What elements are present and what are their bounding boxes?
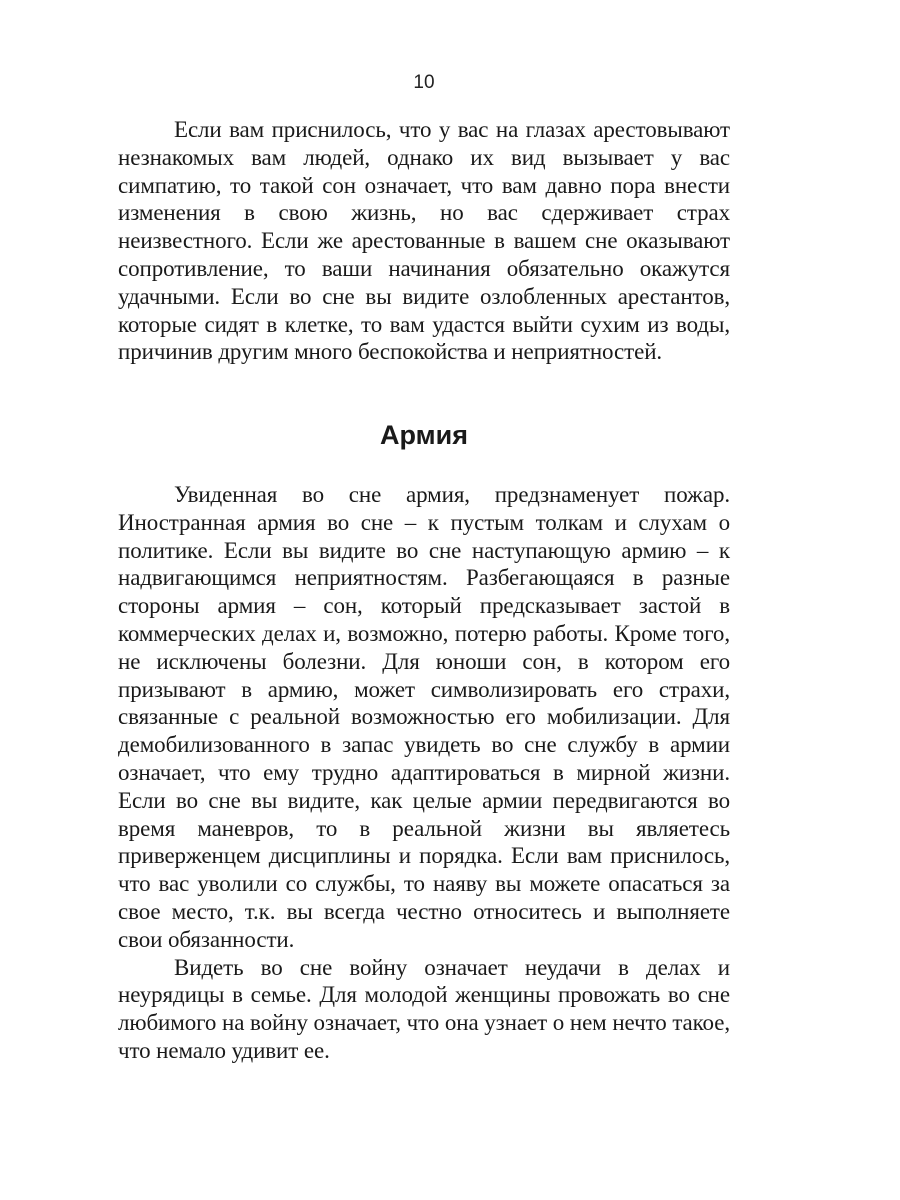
section-paragraph: Увиденная во сне армия, предзнаменует пожар. Иностранная армия во сне – к пустым толкам и слухам о политике. Если вы видите во сне наступающую армию – к надвигающимся неприятностям. Разбегающаяся в разные стороны армия – сон, который предсказывает застой в коммерческих делах и, возможно, потерю работы. Кроме того, не исключены болезни. Для юноши сон, в котором его призывают в армию, может символизировать его страхи, связанные с реальной возможностью его мобилизации. Для демобилизованного в запас увидеть во сне службу в армии означает, что ему трудно адаптироваться в мирной жизни. Если во сне вы видите, как целые армии передвигаются во время маневров, то в реальной жизни вы являетесь приверженцем дисциплины и порядка. Если вам приснилось, что вас уволили со службы, то наяву вы можете опасаться за свое место, т.к. вы всегда честно относитесь и выполняете свои обязанности. (118, 482, 730, 952)
section-text-block (118, 481, 730, 1065)
page-number: 10 (413, 72, 435, 93)
section-paragraph: Видеть во сне войну означает неудачи в делах и неурядицы в семье. Для молодой женщины провожать во сне любимого на войну означает, что она узнает о нем нечто такое, что немало удивит ее. (118, 954, 730, 1063)
intro-text-block (118, 116, 730, 366)
intro-paragraph: Если вам приснилось, что у вас на глазах арестовывают незнакомых вам людей, однако их вид вызывает у вас симпатию, то такой сон означает, что вам давно пора внести изменения в свою жизнь, но вас сдерживает страх неизвестного. Если же арестованные в вашем сне оказывают сопротивление, то ваши начинания обязательно окажутся удачными. Если во сне вы видите озлобленных арестантов, которые сидят в клетке, то вам удастся выйти сухим из воды, причинив другим много беспокойства и неприятностей. (118, 117, 730, 365)
section-heading: Армия (380, 420, 468, 450)
